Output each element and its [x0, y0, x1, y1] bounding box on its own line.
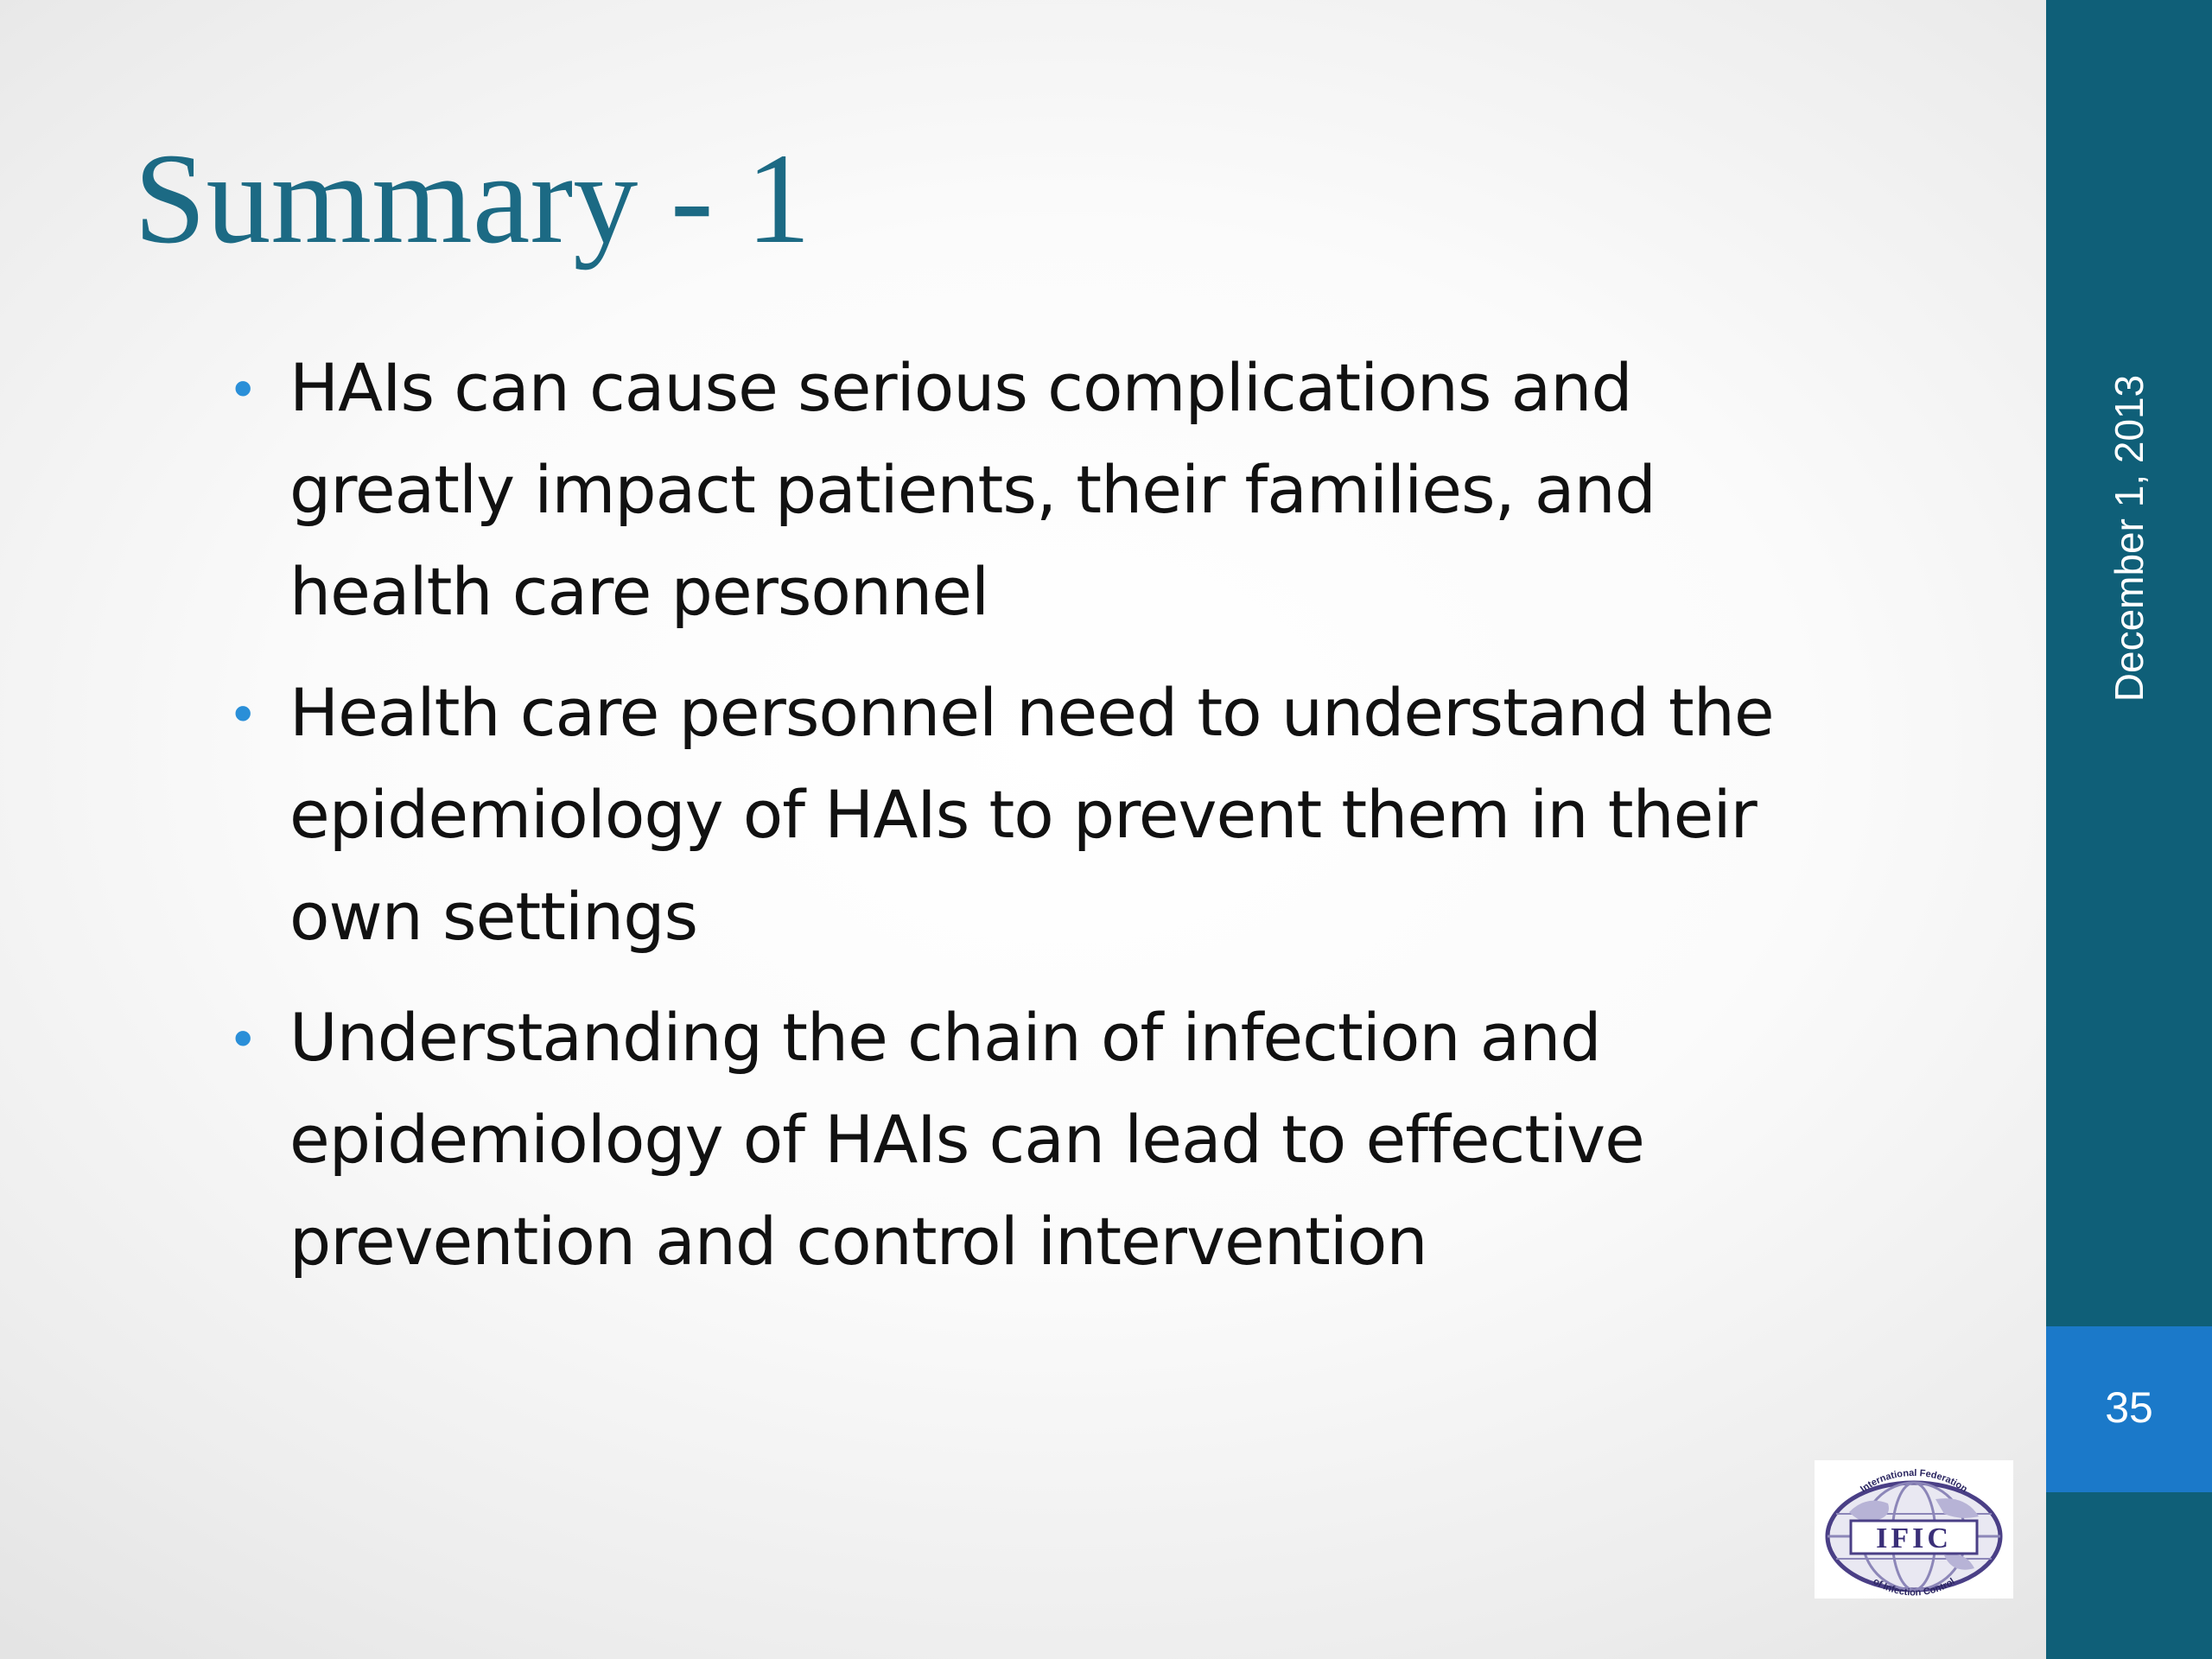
slide-title: Summary - 1	[134, 127, 811, 270]
logo-arc-bottom: of Infection Control	[1871, 1576, 1957, 1599]
ific-logo	[1815, 1460, 2013, 1599]
bullet-text: Health care personnel need to understand the epidemiology of HAIs to prevent them in their own settings	[289, 674, 1774, 955]
bullet-item	[233, 337, 1875, 643]
page-number: 35	[2105, 1383, 2153, 1432]
slide-date: December 1, 2013	[2107, 374, 2152, 702]
bullet-dot-icon: •	[233, 682, 253, 744]
logo-arc-top: International Federation	[1858, 1467, 1969, 1495]
bullet-text: Understanding the chain of infection and epidemiology of HAIs can lead to effective prevention and control intervention	[289, 999, 1644, 1280]
bullet-dot-icon: •	[233, 357, 253, 419]
bullet-list	[233, 337, 1875, 1312]
globe-icon	[1815, 1460, 2013, 1599]
bullet-item	[233, 662, 1875, 968]
bullet-item	[233, 987, 1875, 1293]
logo-text: IFIC	[1876, 1522, 1952, 1554]
bullet-text: HAIs can cause serious complications and greatly impact patients, their families, and health care personnel	[289, 349, 1656, 630]
bullet-dot-icon: •	[233, 1007, 253, 1069]
page-number-box	[2046, 1326, 2212, 1492]
